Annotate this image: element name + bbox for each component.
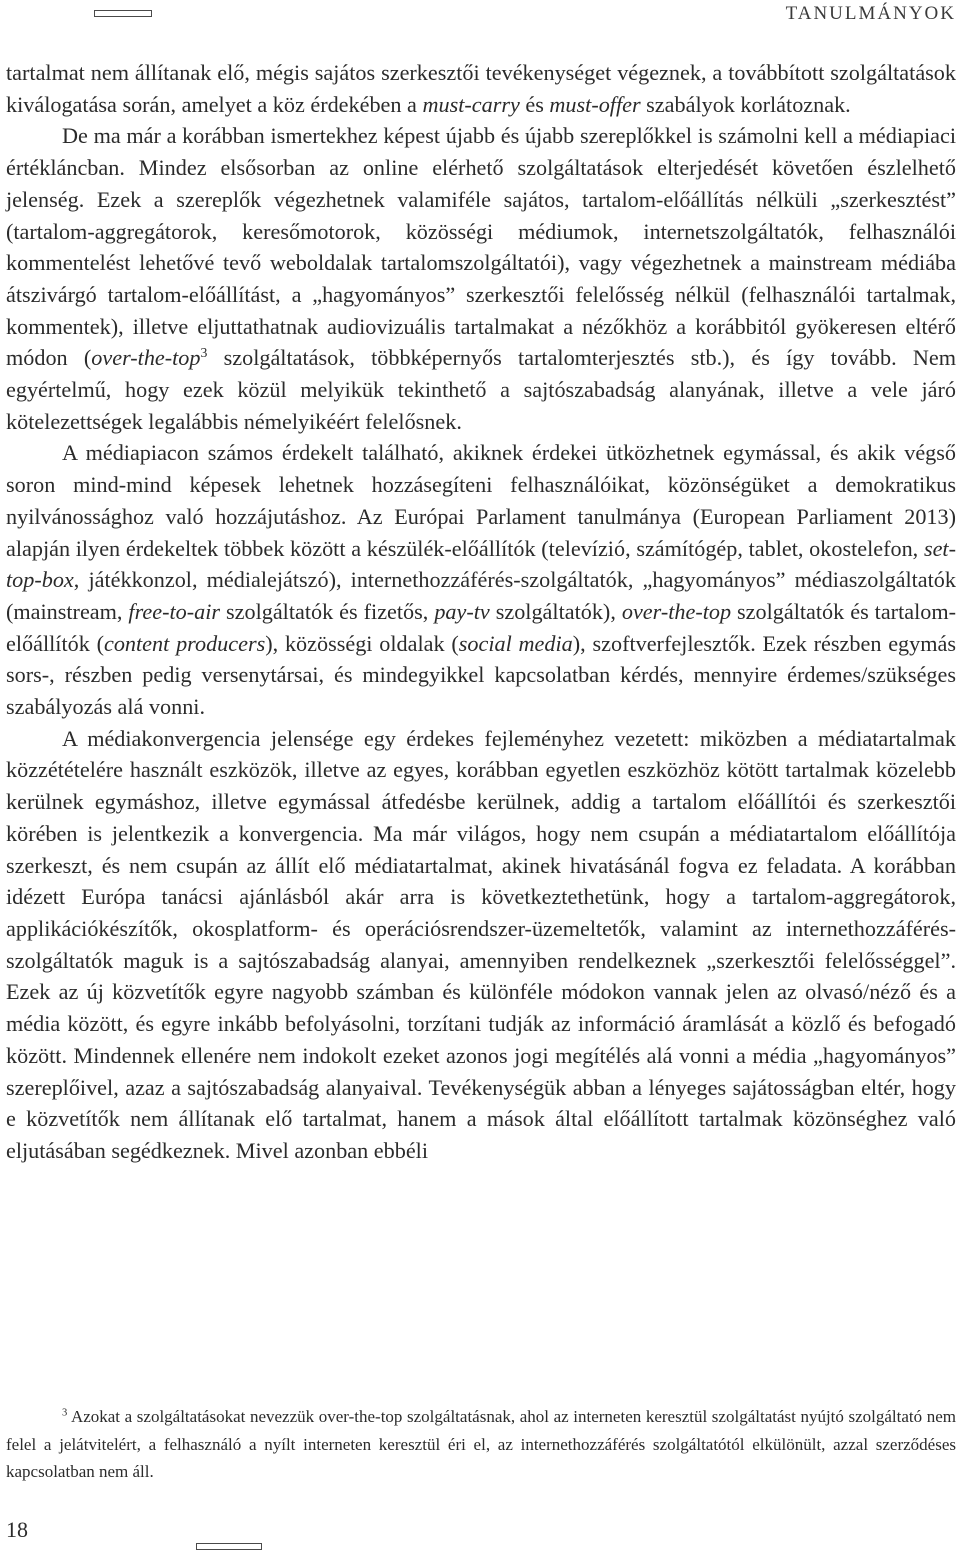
text-run: A médiakonvergencia jelensége egy érdekes fejleményhez vezetett: miközben a médiatartalmak közzétételére használt eszközök, illetve az egyes, korábban egyetlen eszközhöz kötött tartalmak közelebb kerülnek egymáshoz, illetve egymással átfedésbe kerülnek, addig a tartalom előállítói és szerkesztői körében is jelentkezik a konvergencia. Ma már világos, hogy nem csupán a médiatartalom előállítója szerkeszt, és nem csupán az állít elő médiatartalmat, akinek hivatásánál fogva ez feladata. A korábban idézett Európa tanácsi ajánlásból akár arra is következtethetünk, hogy a tartalom-aggregátorok, applikációkészítők, okosplatform- és operációsrendszer-üzemeltetők, valamint az internethozzáférés-szolgáltatók maguk is a sajtószabadság alanyai, amennyiben rendelkeznek „szerkesztői felelősséggel”. Ezek az új közvetítők egyre nagyobb számban és különféle módokon vannak jelen az olvasó/néző és a média között, és egyre inkább befolyásolni, torzítani tudják az információ áramlását a közlő és befogadó között. Mindennek ellenére nem indokolt ezeket azonos jogi megítélés alá vonni a média „hagyományos” szereplőivel, azaz a sajtószabadság alanyaival. Tevékenységük abban a lényeges sajátosságban eltér, hogy e közvetítők nem állítanak elő tartalmat, hanem a mások által előállított tartalmak közönséghez való eljutásában segédkeznek. Mivel azonban ebbéli	[6, 725, 956, 1163]
article-body	[6, 57, 956, 1167]
italic-term: over-the-top	[91, 345, 201, 371]
text-run: , játékkonzol, médialejátszó), internethozzáférés-szolgáltatók, „hagyományos” médiaszolgáltatók (mainstream,	[6, 567, 956, 624]
italic-term: must-offer	[549, 91, 641, 117]
footnote-marker: 3	[62, 1407, 68, 1419]
text-run: A médiapiacon számos érdekelt található, akiknek érdekei ütközhetnek egymással, és akik végső soron mind-mind képesek lehetnek hozzásegíteni felhasználóikat, közönségüket a demokratikus nyilvánossághoz való hozzájutáshoz. Az Európai Parlament tanulmánya (European Parliament 2013) alapján ilyen érdekeltek többek között a készülék-előállítók (televízió, számítógép, tablet, okostelefon,	[6, 440, 956, 561]
footnote-reference: 3	[200, 345, 208, 361]
text-run: ), közösségi oldalak (	[265, 630, 459, 656]
body-paragraph	[6, 57, 956, 120]
text-run: és	[519, 91, 550, 117]
page-number: 18	[6, 1517, 28, 1542]
italic-term: set-top-box	[6, 535, 956, 593]
text-run: De ma már a korábban ismertekhez képest újabb és újabb szereplőkkel is számolni kell a médiapiaci értékláncban. Mindez elsősorban az online elérhető szolgáltatások elterjedését követően észlelhető jelenség. Ezek a szereplők végezhetnek valamiféle sajátos, tartalom-előállítás nélküli „szerkesztést” (tartalom-aggregátorok, keresőmotorok, közösségi médiumok, internetszolgáltatók, felhasználói kommentelést lehetővé tevő weboldalak tartalomszolgáltatói), vagy végezhetnek a mainstream médiába átszivárgó tartalom-előállítást, a „hagyományos” szerkesztői felelősség nélkül (felhasználói tartalmak, kommentek), illetve eljuttathatnak audiovizuális tartalmakat a nézőkhöz a korábbitól gyökeresen eltérő módon (	[6, 123, 956, 371]
text-run: tartalmat nem állítanak elő, mégis sajátos szerkesztői tevékenységet végeznek, a továbbított szolgáltatások kiválogatása során, amelyet a köz érdekében a	[6, 60, 956, 117]
text-run: ), szoftverfejlesztők. Ezek részben egymás sors-, részben pedig versenytársai, és mindegyikkel kapcsolatban kérdés, mennyire érdemes/szükséges szabályozás alá vonni.	[6, 630, 956, 720]
text-run: szabályok korlátoznak.	[640, 91, 851, 117]
footnote-text: Azokat a szolgáltatásokat nevezzük over-the-top szolgáltatásnak, ahol az interneten keresztül szolgáltatást nyújtó szolgáltató nem felel a jelátvitelért, a felhasználó a nyílt interneten keresztül éri el, az internethozzáférés szolgáltatótól elkülönült, azzal szerződéses kapcsolatban nem áll.	[6, 1407, 957, 1481]
text-run: szolgáltatások, többképernyős tartalomterjesztés stb.), és így tovább. Nem egyértelmű, hogy ezek közül melyikük tekinthető a sajtószabadság alanyának, illetve a vele járó kötelezettségek legalábbis némelyikéért felelősnek.	[6, 345, 956, 434]
footer-rule-decoration	[196, 1543, 262, 1550]
italic-term: social media	[458, 630, 573, 656]
italic-term: pay-tv	[434, 598, 490, 624]
body-paragraph	[6, 437, 956, 722]
italic-term: content producers	[103, 630, 266, 656]
section-label: TANULMÁNYOK	[785, 3, 956, 24]
italic-term: over-the-top	[621, 598, 732, 624]
body-paragraph	[6, 120, 956, 437]
italic-term: free-to-air	[128, 598, 221, 624]
header-rule-decoration	[94, 10, 152, 17]
italic-term: must-carry	[422, 91, 520, 117]
text-run: szolgáltatók),	[489, 598, 622, 624]
text-run: szolgáltatók és fizetős,	[220, 598, 435, 624]
footnote	[6, 1403, 956, 1486]
text-run: szolgáltatók és tartalom-előállítók (	[6, 598, 956, 656]
body-paragraph	[6, 723, 956, 1167]
